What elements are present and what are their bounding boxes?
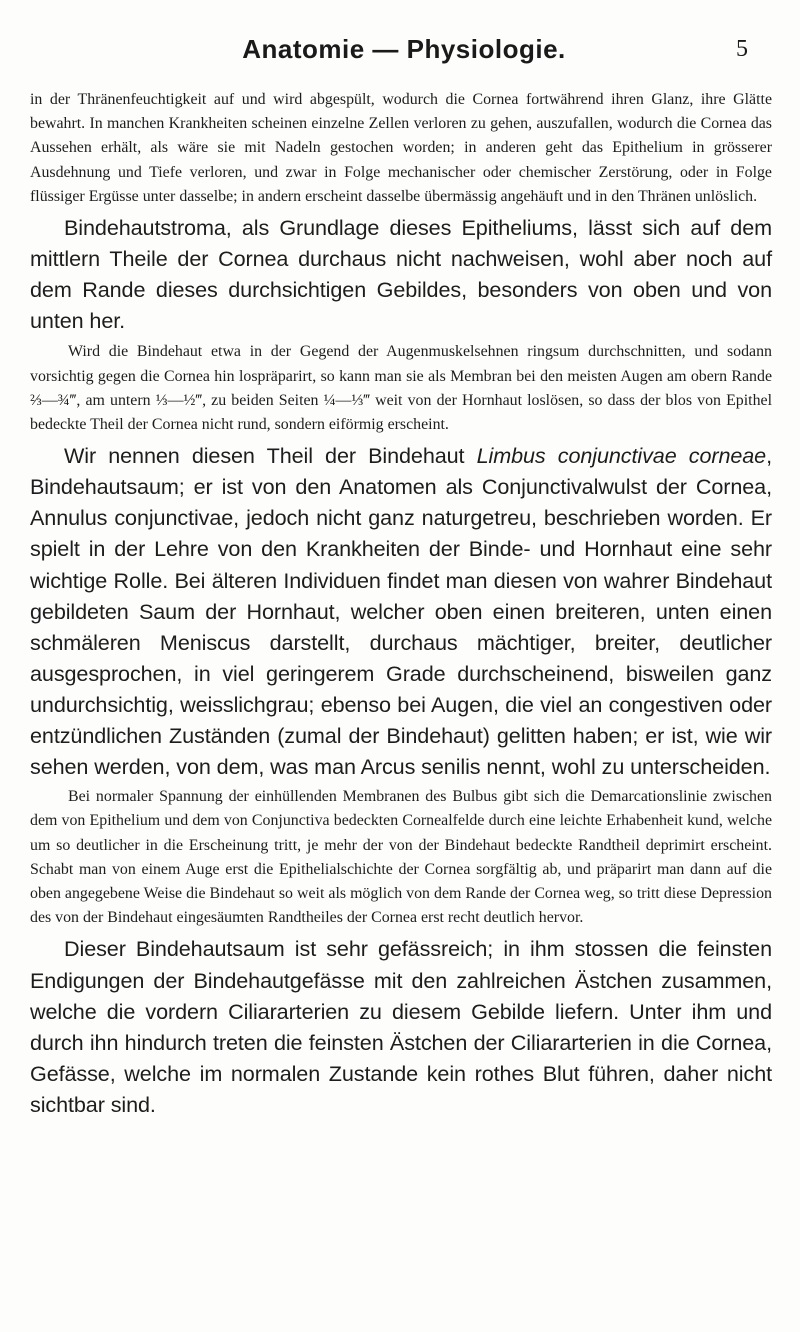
paragraph-bindehautstroma: Bindehautstroma, als Grundlage dieses Epitheliums, lässt sich auf dem mittlern Theile der Cornea durchaus nicht nachweisen, wohl aber noch auf dem Rande dieses durchsichtigen Gebildes, besonders von oben und von unten her. [30, 215, 772, 334]
paragraph-epithelium-fine-print: in der Thränenfeuchtigkeit auf und wird abgespült, wodurch die Cornea fortwährend ihren Glanz, ihre Glätte bewahrt. In manchen Krankheiten scheinen einzelne Zellen verloren zu gehen, auszufallen, wodurch die Cornea das Aussehen erhält, als wäre sie mit Nadeln gestochen worden; in anderen geht das Epithelium in grösserer Ausdehnung und Tiefe verloren, und zwar in Folge mechanischer oder chemischer Zerstörung, oder in Folge flüssiger Ergüsse unter dasselbe; in andern erscheint dasselbe übermässig angehäuft und in den Thränen unlöslich. [30, 91, 772, 205]
limbus-text-after: , Bindehautsaum; er ist von den Anatomen als Conjunctivalwulst der Cornea, Annulus conjunctivae, jedoch nicht ganz naturgetreu, beschrieben worden. Er spielt in der Lehre von den Krankheiten der Binde- und Hornhaut eine sehr wichtige Rolle. Bei älteren Individuen findet man diesen von wahrer Bindehaut gebildeten Saum der Hornhaut, welcher oben einen breiteren, unten einen schmäleren Meniscus darstellt, durchaus mächtiger, breiter, deutlicher ausgesprochen, in viel geringerem Grade durchscheinend, bisweilen ganz undurchsichtig, weisslichgrau; ebenso bei Augen, die viel an congestiven oder entzündlichen Zuständen (zumal der Bindehaut) gelitten haben; er ist, wie wir sehen werden, von dem, was man Arcus senilis nennt, wohl zu unterscheiden. [30, 443, 772, 780]
paragraph-dissection-fine-print: Wird die Bindehaut etwa in der Gegend der Augenmuskelsehnen ringsum durchschnitten, und sodann vorsichtig gegen die Cornea hin lospräparirt, so kann man sie als Membran bei den meisten Augen am obern Rande ⅔—¾‴, am untern ⅓—½‴, zu beiden Seiten ¼—⅓‴ weit von der Hornhaut loslösen, so dass der blos von Epithel bedeckte Theil der Cornea nicht rund, sondern eiförmig erscheint. [30, 343, 772, 433]
paragraph-demarcation-fine-print: Bei normaler Spannung der einhüllenden Membranen des Bulbus gibt sich die Demarcationslinie zwischen dem von Epithelium und dem von Conjunctiva bedeckten Cornealfelde durch eine leichte Erhabenheit kund, welche um so deutlicher in die Erscheinung tritt, je mehr der von der Bindehaut bedeckte Randtheil deprimirt erscheint. Schabt man von einem Auge erst die Epithelialschichte der Cornea sorgfältig ab, und präparirt man dann auf die oben angegebene Weise die Bindehaut so weit als möglich von dem Rande der Cornea weg, so tritt diese Depression des von der Bindehaut eingesäumten Randtheiles der Cornea erst recht deutlich hervor. [30, 788, 772, 927]
running-title: Anatomie — Physiologie. [242, 34, 566, 64]
body-text [30, 88, 772, 1120]
paragraph-limbus [30, 440, 772, 782]
page-header [60, 34, 748, 74]
paragraph-vascular-supply: Dieser Bindehautsaum ist sehr gefässreich; in ihm stossen die feinsten Endigungen der Bindehautgefässe mit den zahlreichen Ästchen zusammen, welche die vordern Ciliararterien zu diesem Gebilde liefern. Unter ihm und durch ihn hindurch treten die feinsten Ästchen der Ciliararterien in die Cornea, Gefässe, welche im normalen Zustande kein rothes Blut führen, daher nicht sichtbar sind. [30, 936, 772, 1117]
page-number: 5 [736, 36, 748, 62]
limbus-text-before: Wir nennen diesen Theil der Bindehaut [64, 443, 477, 469]
limbus-term: Limbus conjunctivae corneae [476, 443, 767, 469]
